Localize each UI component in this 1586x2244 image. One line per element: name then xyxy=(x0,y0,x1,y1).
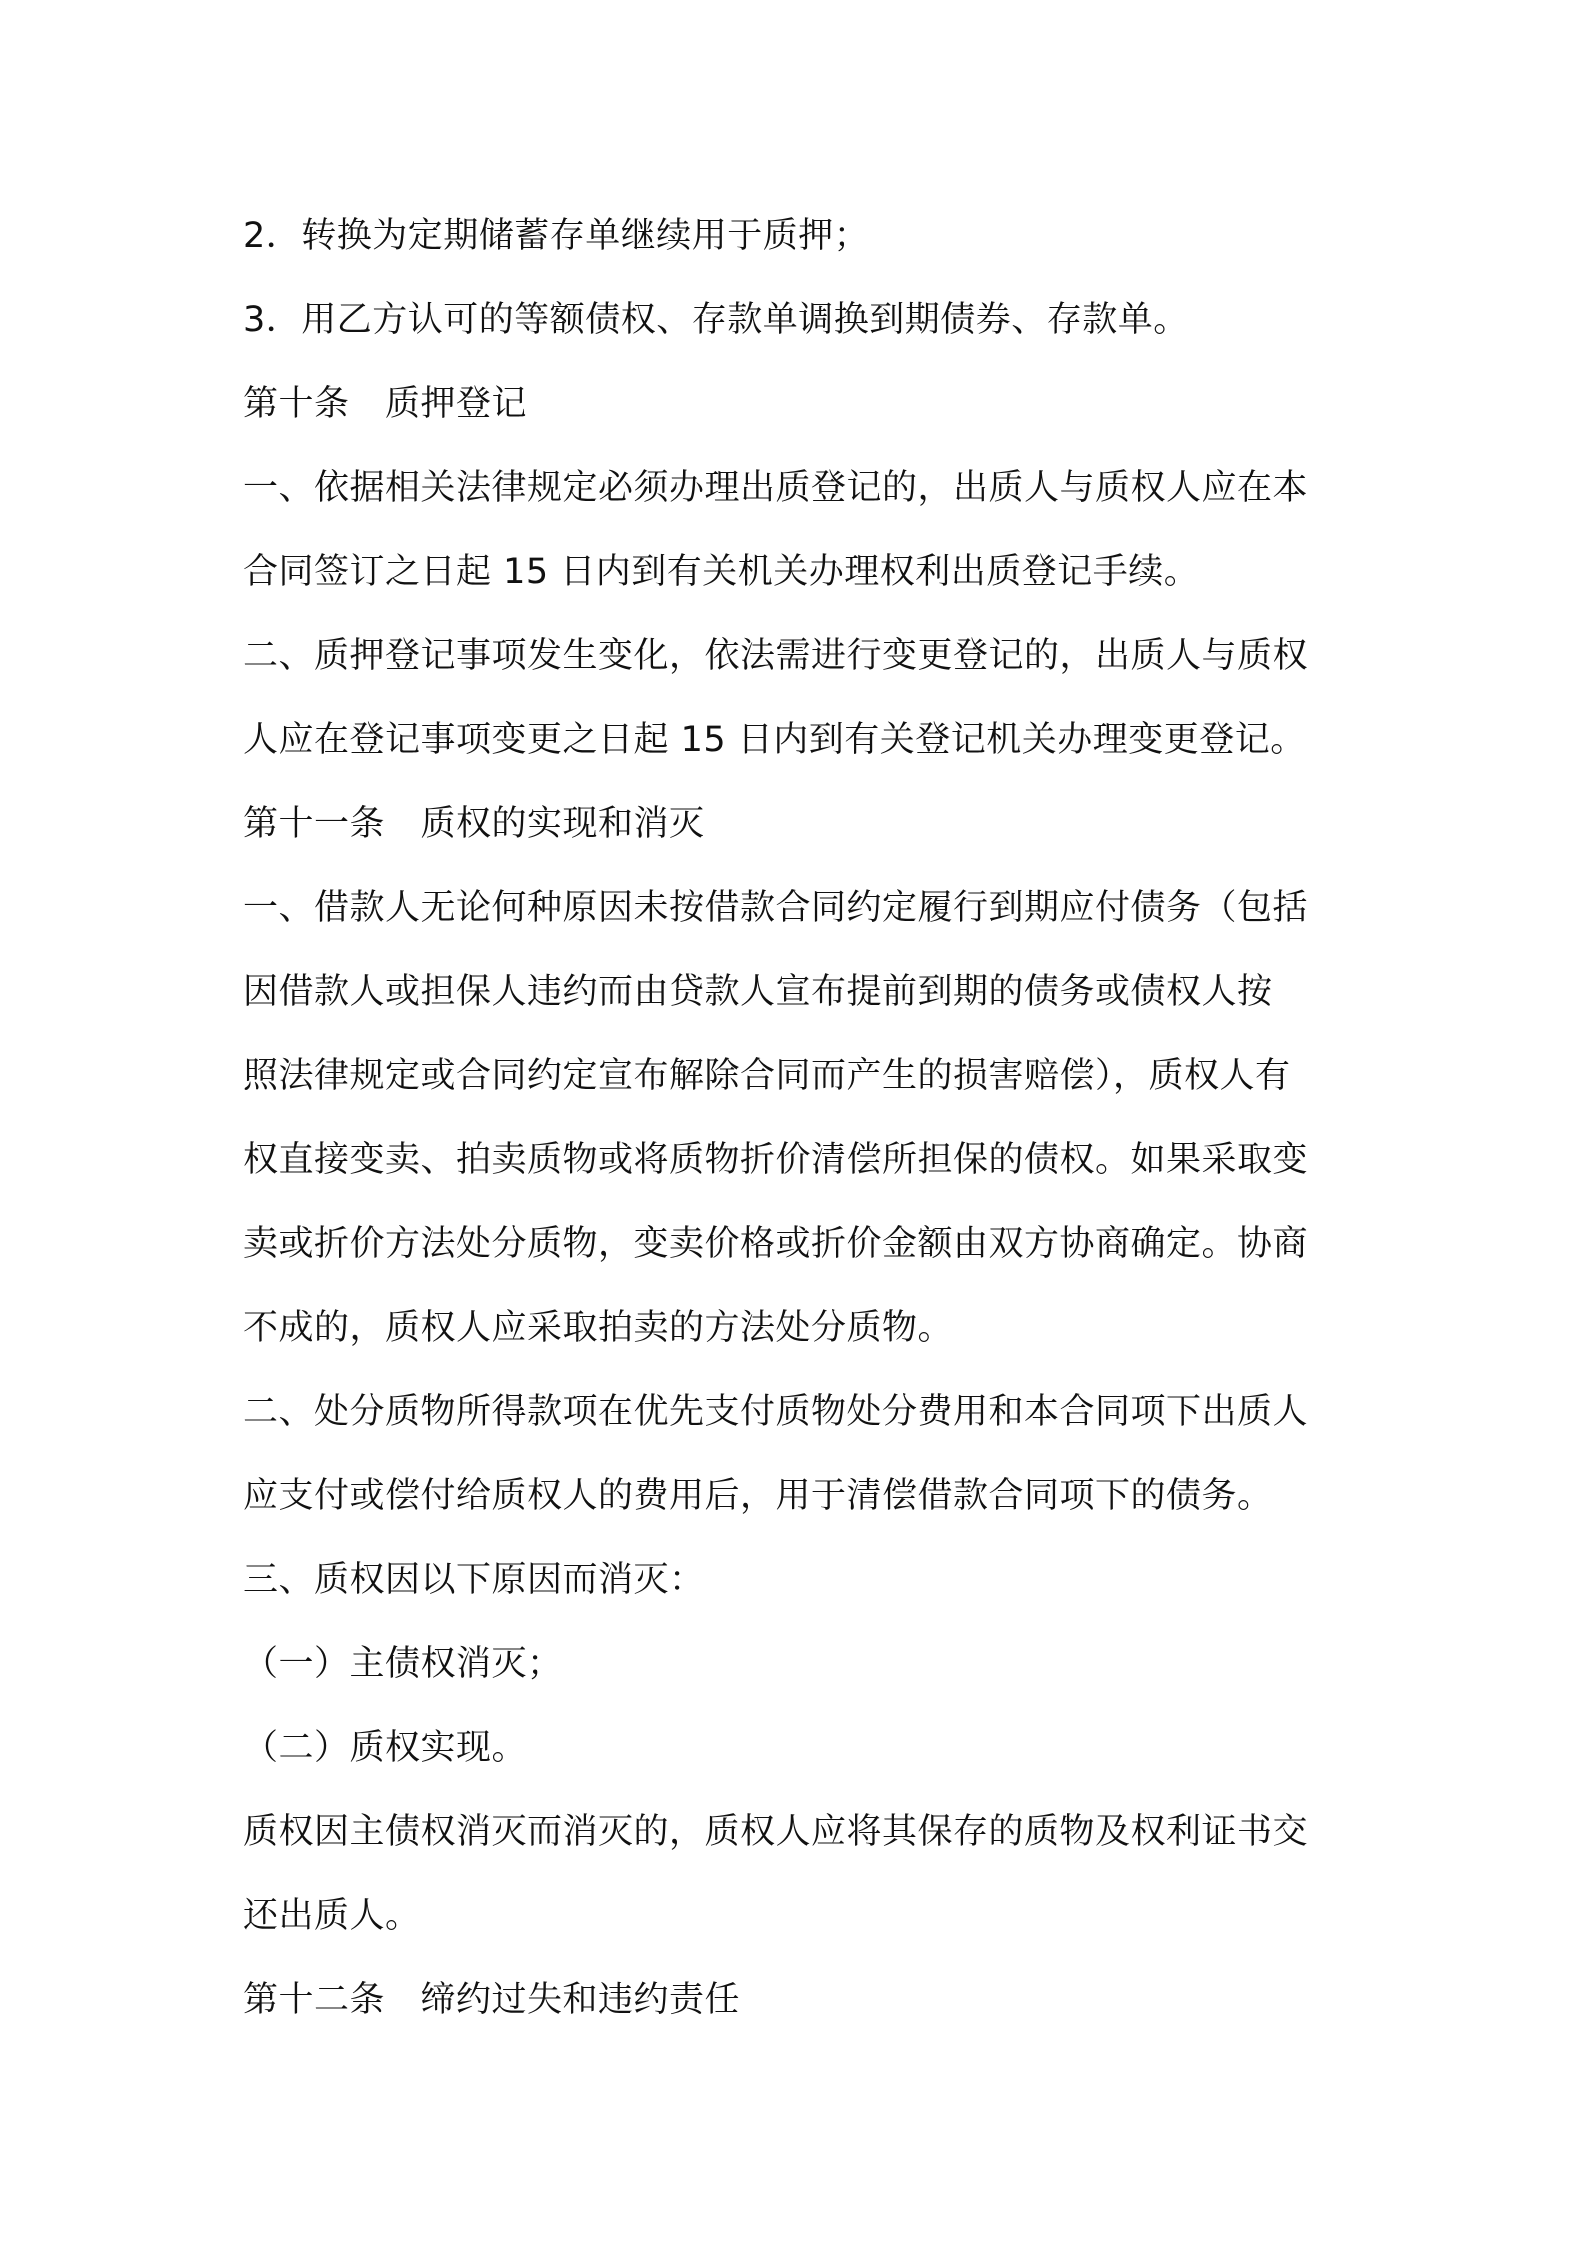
list-item-2: 2．转换为定期储蓄存单继续用于质押； xyxy=(243,216,870,256)
paragraph-line: 应支付或偿付给质权人的费用后，用于清偿借款合同项下的债务。 xyxy=(243,1476,1273,1516)
paragraph-line: 人应在登记事项变更之日起 15 日内到有关登记机关办理变更登记。 xyxy=(243,720,1306,760)
paragraph-line: 还出质人。 xyxy=(243,1896,421,1936)
paragraph-line: 因借款人或担保人违约而由贷款人宣布提前到期的债务或债权人按 xyxy=(243,972,1273,1012)
paragraph-line: 一、借款人无论何种原因未按借款合同约定履行到期应付债务（包括 xyxy=(243,888,1309,928)
paragraph-line: 二、处分质物所得款项在优先支付质物处分费用和本合同项下出质人 xyxy=(243,1392,1309,1432)
paragraph-line: 权直接变卖、拍卖质物或将质物折价清偿所担保的债权。如果采取变 xyxy=(243,1140,1309,1180)
paragraph-line: 合同签订之日起 15 日内到有关机关办理权利出质登记手续。 xyxy=(243,552,1200,592)
article-11-heading: 第十一条 质权的实现和消灭 xyxy=(243,804,705,844)
sub-item-1: （一）主债权消灭； xyxy=(243,1644,563,1684)
paragraph-line: 不成的，质权人应采取拍卖的方法处分质物。 xyxy=(243,1308,954,1348)
sub-item-2: （二）质权实现。 xyxy=(243,1728,528,1768)
paragraph-line: 卖或折价方法处分质物，变卖价格或折价金额由双方协商确定。协商 xyxy=(243,1224,1309,1264)
paragraph-line: 三、质权因以下原因而消灭： xyxy=(243,1560,705,1600)
paragraph-line: 二、质押登记事项发生变化，依法需进行变更登记的，出质人与质权 xyxy=(243,636,1309,676)
paragraph-line: 一、依据相关法律规定必须办理出质登记的，出质人与质权人应在本 xyxy=(243,468,1309,508)
article-10-heading: 第十条 质押登记 xyxy=(243,384,528,424)
paragraph-line: 照法律规定或合同约定宣布解除合同而产生的损害赔偿），质权人有 xyxy=(243,1056,1291,1096)
paragraph-line: 质权因主债权消灭而消灭的，质权人应将其保存的质物及权利证书交 xyxy=(243,1812,1309,1852)
article-12-heading: 第十二条 缔约过失和违约责任 xyxy=(243,1980,741,2020)
document-body xyxy=(243,194,1359,2042)
list-item-3: 3．用乙方认可的等额债权、存款单调换到期债券、存款单。 xyxy=(243,300,1189,340)
